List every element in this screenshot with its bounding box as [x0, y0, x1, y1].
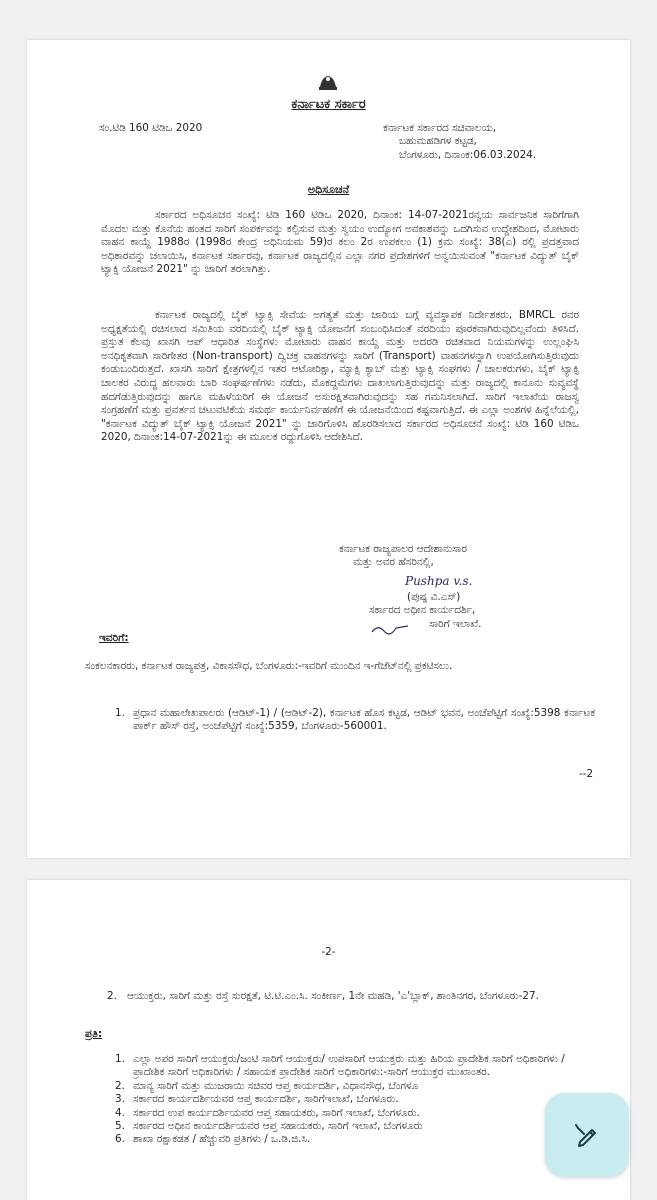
copy-item-text: ಸರ್ಕಾರದ ಉಪ ಕಾರ್ಯದರ್ಶಿಯವರ ಆಪ್ತ ಸಹಾಯಕರು, ಸಾರಿಗೆ ಇಲಾಖೆ, ಬೆಂಗಳೂರು. [133, 1106, 420, 1119]
copy-item [115, 1133, 587, 1146]
list-item [107, 990, 607, 1003]
list-item-number: 1. [115, 707, 125, 719]
copy-item-number: 5. [115, 1120, 125, 1133]
copy-item-text: ಶಾಖಾ ರಕ್ಷಾಕಡತ / ಹೆಚ್ಚುವರಿ ಪ್ರತಿಗಳು / ಒ.ಡಿ.ಜಿ.ಸಿ. [133, 1133, 311, 1146]
edit-pen-icon [572, 1120, 602, 1150]
reference-number: ಸಂ.ಟಿಡಿ 160 ಟಿಡಿಒ 2020 [99, 122, 203, 134]
document-title: ಕರ್ನಾಟಕ ಸರ್ಕಾರ [291, 97, 366, 112]
document-page-2 [27, 880, 630, 1200]
list-item-text: ಪ್ರಧಾನ ಮಹಾಲೇಖಪಾಲರು (ಆಡಿಟ್-1) / (ಆಡಿಟ್-2), ಕರ್ನಾಟಕ ಹೊಸ ಕಟ್ಟಡ, ಆಡಿಟ್ ಭವನ, ಅಂಚೆಪೆಟ್ಟಿಗೆ ಸಂಖ್ಯೆ:5398 ಕರ್ನಾಟಕ ಪಾರ್ಕ್ ಹೌಸ್ ರಸ್ತೆ, ಅಂಚೆಪೆಟ್ಟಿಗೆ ಸಂಖ್ಯೆ:5359, ಬೆಂಗಳೂರು-560001. [133, 707, 595, 733]
document-page-1 [27, 40, 630, 858]
list-item-number: 2. [107, 990, 117, 1002]
to-heading: ಇವರಿಗೆ: [99, 632, 129, 644]
copy-item-number: 3. [115, 1093, 125, 1106]
copy-item [115, 1120, 587, 1133]
copy-item [115, 1093, 587, 1106]
copy-item [115, 1053, 587, 1080]
to-recipient: ಸಂಕಲನಕಾರರು, ಕರ್ನಾಟಕ ರಾಜ್ಯಪತ್ರ, ವಿಕಾಸಸೌಧ, ಬೆಂಗಳೂರು:-ಇವರಿಗೆ ಮುಂದಿನ ಇ-ಗೆಜೆಟ್‌ನಲ್ಲಿ ಪ್ರಕಟಿಸಲು. [85, 660, 453, 672]
copy-item-number: 1. [115, 1053, 125, 1065]
signatory-designation: ಸರ್ಕಾರದ ಅಧೀನ ಕಾರ್ಯದರ್ಶಿ, [369, 604, 476, 617]
signature: Pushpa v.s. [405, 574, 473, 588]
closing-line-1: ಕರ್ನಾಟಕ ರಾಜ್ಯಪಾಲರ ಆದೇಶಾನುಸಾರ [339, 543, 467, 555]
copy-item-number: 2. [115, 1079, 125, 1092]
office-line-1: ಕರ್ನಾಟಕ ಸರ್ಕಾರದ ಸಚಿವಾಲಯ, [383, 122, 497, 134]
copy-heading: ಪ್ರತಿ: [85, 1028, 103, 1040]
copy-item-number: 6. [115, 1133, 125, 1146]
page-number: -2- [321, 946, 336, 958]
copy-item [115, 1107, 587, 1120]
copy-item-number: 4. [115, 1106, 125, 1119]
office-line-2: ಬಹುಮಹಡಿಗಳ ಕಟ್ಟಡ, [399, 135, 477, 148]
edit-fab-button[interactable] [545, 1093, 629, 1177]
paragraph-2: ಕರ್ನಾಟಕ ರಾಜ್ಯದಲ್ಲಿ ಬೈಕ್ ಟ್ಯಾಕ್ಸಿ ಸೇವೆಯ ಅಗತ್ಯತೆ ಮತ್ತು ಜಾರಿಯ ಬಗ್ಗೆ ವ್ಯವಸ್ಥಾಪಕ ನಿರ್ದೇಶಕರು, BMRCL ರವರ ಅಧ್ಯಕ್ಷತೆಯಲ್ಲಿ ರಚಿಸಲಾದ ಸಮಿತಿಯ ವರದಿಯಲ್ಲಿ ಬೈಕ್ ಟ್ಯಾಕ್ಸಿ ಯೋಜನೆಗೆ ಸಂಬಂಧಿಸಿದಂತೆ ವರದಿಯು ಪೂರಕವಾಗಿರುವುದಿಲ್ಲವೆಂದು ತಿಳಿಸಿದೆ. ಪ್ರಸ್ತುತ ಕೆಲವು ಖಾಸಗಿ ಆಪ್ ಆಧಾರಿತ ಸಂಸ್ಥೆಗಳು ಮೋಟಾರು ವಾಹನ ಕಾಯ್ದೆ ಮತ್ತು ಅದರಡಿ ರಚಿತವಾದ ನಿಯಮಗಳನ್ನು ಉಲ್ಲಂಘಿಸಿ ಅನಧಿಕೃತವಾಗಿ ಸಾರಿಗೇತರ (Non-transport) ದ್ವಿಚಕ್ರ ವಾಹನಗಳನ್ನು ಸಾರಿಗೆ (Transport) ವಾಹನಗಳನ್ನಾಗಿ ಉಪಯೋಗಿಸುತ್ತಿರುವುದು ಕಂಡುಬಂದಿರುತ್ತದೆ. ಖಾಸಗಿ ಸಾರಿಗೆ ಕ್ಷೇತ್ರಗಳಲ್ಲಿನ ಇತರ ಆಟೋರಿಕ್ಷಾ, ಮ್ಯಾಕ್ಸಿ ಕ್ಯಾಬ್ ಮತ್ತು ಟ್ಯಾಕ್ಸಿ ಸಂಘಗಳು / ಚಾಲಕರುಗಳು, ಬೈಕ್ ಟ್ಯಾಕ್ಸಿ ಚಾಲಕರ ವಿರುದ್ಧ ಹಲವಾರು ಬಾರಿ ಸಂಘರ್ಷಣೆಗಳು ನಡೆದು, ಮೊಕದ್ದಮೆಗಳು ದಾಖಲಾಗುತ್ತಿರುವುದನ್ನು ಮತ್ತು ರಾಜ್ಯದಲ್ಲಿ ಕಾನೂನು ಸುವ್ಯವಸ್ಥೆ ಹದಗೆಡುತ್ತಿರುವುದನ್ನು ಹಾಗೂ ಮಹಿಳೆಯರಿಗೆ ಈ ಯೋಜನೆ ಅಸುರಕ್ಷಿತವಾಗಿರುವುದನ್ನು ಸಹ ಗಮನಿಸಲಾಗಿದೆ. ಸಾರಿಗೆ ಇಲಾಖೆಯ ರಾಜಸ್ವ ಸಂಗ್ರಹಣೆಗೆ ಮತ್ತು ಪ್ರವರ್ತನ ಚಟುವಟಿಕೆಯ ಸಮರ್ಥ ಕಾರ್ಯನಿರ್ವಹಣೆಗೆ ಈ ಯೋಜನೆಯಿಂದ ಕಷ್ಟವಾಗುತ್ತಿದೆ. ಈ ಎಲ್ಲಾ ಅಂಶಗಳ ಹಿನ್ನೆಲೆಯಲ್ಲಿ, "ಕರ್ನಾಟಕ ವಿದ್ಯುತ್ ಬೈಕ್ ಟ್ಯಾಕ್ಸಿ ಯೋಜನೆ 2021" ನ್ನು ಜಾರಿಗೊಳಿಸಿ ಹೊರಡಿಸಲಾದ ಸರ್ಕಾರದ ಅಧಿಸೂಚನೆ ಸಂಖ್ಯೆ: ಟಿಡಿ 160 ಟಿಡಿಒ 2020, ದಿನಾಂಕ:14-07-2021ನ್ನು ಈ ಮೂಲಕ ರದ್ದುಗೊಳಿಸಿ ಆದೇಶಿಸಿದೆ. [101, 309, 579, 444]
list-item [115, 707, 595, 734]
list-item-text: ಆಯುಕ್ತರು, ಸಾರಿಗೆ ಮತ್ತು ರಸ್ತೆ ಸುರಕ್ಷತೆ, ಟಿ.ಟಿ.ಎಂ.ಸಿ. ಸಂಕೀರ್ಣ, 1ನೇ ಮಹಡಿ, 'ಎ'ಬ್ಲಾಕ್, ಶಾಂತಿನಗರ, ಬೆಂಗಳೂರು-27. [127, 990, 539, 1002]
initials-scribble-icon [370, 622, 410, 636]
signatory-department: ಸಾರಿಗೆ ಇಲಾಖೆ. [429, 617, 482, 630]
copy-item [115, 1080, 587, 1093]
notification-heading: ಅಧಿಸೂಚನೆ [307, 183, 350, 196]
closing-block [339, 543, 467, 570]
copy-item-text: ಸರ್ಕಾರದ ಅಧೀನ ಕಾರ್ಯದರ್ಶಿಯವರ ಆಪ್ತ ಸಹಾಯಕರು, ಸಾರಿಗೆ ಇಲಾಖೆ, ಬೆಂಗಳೂರು [133, 1120, 423, 1133]
copy-item-text: ಮಾನ್ಯ ಸಾರಿಗೆ ಮತ್ತು ಮುಜರಾಯಿ ಸಚಿವರ ಆಪ್ತ ಕಾರ್ಯದರ್ಶಿ, ವಿಧಾನಸೌಧ, ಬೆಂಗಳೂ [133, 1079, 419, 1092]
copy-list [115, 1053, 587, 1147]
signatory-name: (ಪುಷ್ಪ ವಿ.ಎಸ್) [407, 591, 461, 603]
state-emblem-icon [316, 73, 340, 91]
copy-item-text: ಎಲ್ಲಾ ಅಪರ ಸಾರಿಗೆ ಆಯುಕ್ತರು/ಜಂಟಿ ಸಾರಿಗೆ ಆಯುಕ್ತರು/ ಉಪಸಾರಿಗೆ ಆಯುಕ್ತರು ಮತ್ತು ಹಿರಿಯ ಪ್ರಾದೇಶಿಕ ಸಾರಿಗೆ ಅಧಿಕಾರಿಗಳು / ಪ್ರಾದೇಶಿಕ ಸಾರಿಗೆ ಅಧಿಕಾರಿಗಳು / ಸಹಾಯಕ ಪ್ರಾದೇಶಿಕ ಸಾರಿಗೆ ಅಧಿಕಾರಿಗಳು:-ಸಾರಿಗೆ ಆಯುಕ್ತರ ಮುಖಾಂತರ. [133, 1053, 565, 1079]
paragraph-1: ಸರ್ಕಾರದ ಅಧಿಸೂಚನ ಸಂಖ್ಯೆ: ಟಿಡಿ 160 ಟಿಡಿಒ 2020, ದಿನಾಂಕ: 14-07-2021ರನ್ವಯ ಸಾರ್ವಜನಿಕ ಸಾರಿಗೆಗಾಗಿ ಮೊದಲ ಮತ್ತು ಕೊನೆಯ ಹಂತದ ಸಾರಿಗೆ ಸಂಪರ್ಕವನ್ನು ಕಲ್ಪಿಸುವ ಮತ್ತು ಸ್ವಯಂ ಉದ್ಯೋಗ ಅವಕಾಶವನ್ನು ಒದಗಿಸುವ ಉದ್ದೇಶದಿಂದ, ಮೋಟಾರು ವಾಹನ ಕಾಯ್ದೆ 1988ರ (1998ರ ಕೇಂದ್ರ ಅಧಿನಿಯಮ 59)ರ ಕಲಂ 2ರ ಉಪಕಲಂ (1) ಕ್ರಮ ಸಂಖ್ಯೆ: 38(ಎ) ರಲ್ಲಿ ಪ್ರದತ್ತವಾದ ಅಧಿಕಾರವನ್ನು ಚಲಾಯಿಸಿ, ಕರ್ನಾಟಕ ಸರ್ಕಾರವು, ಕರ್ನಾಟಕ ರಾಜ್ಯದಲ್ಲಿನ ಎಲ್ಲಾ ನಗರ ಪ್ರದೇಶಗಳಿಗೆ ಅನ್ವಯಿಸುವಂತೆ "ಕರ್ನಾಟಕ ವಿದ್ಯುತ್ ಬೈಕ್ ಟ್ಯಾಕ್ಸಿ ಯೋಜನೆ 2021" ನ್ನು ಜಾರಿಗೆ ತರಲಾಗಿತ್ತು. [101, 209, 579, 276]
office-line-3: ಬೆಂಗಳೂರು, ದಿನಾಂಕ:06.03.2024. [399, 148, 537, 161]
copy-item-text: ಸರ್ಕಾರದ ಕಾರ್ಯದರ್ಶಿಯವರ ಆಪ್ತ ಕಾರ್ಯದರ್ಶಿ, ಸಾರಿಗೆಇಲಾಖೆ, ಬೆಂಗಳೂರು. [133, 1093, 399, 1106]
office-address [383, 122, 623, 162]
closing-line-2: ಮತ್ತು ಅವರ ಹೆಸರಿನಲ್ಲಿ, [353, 556, 434, 569]
page-continuation: --2 [579, 768, 594, 780]
